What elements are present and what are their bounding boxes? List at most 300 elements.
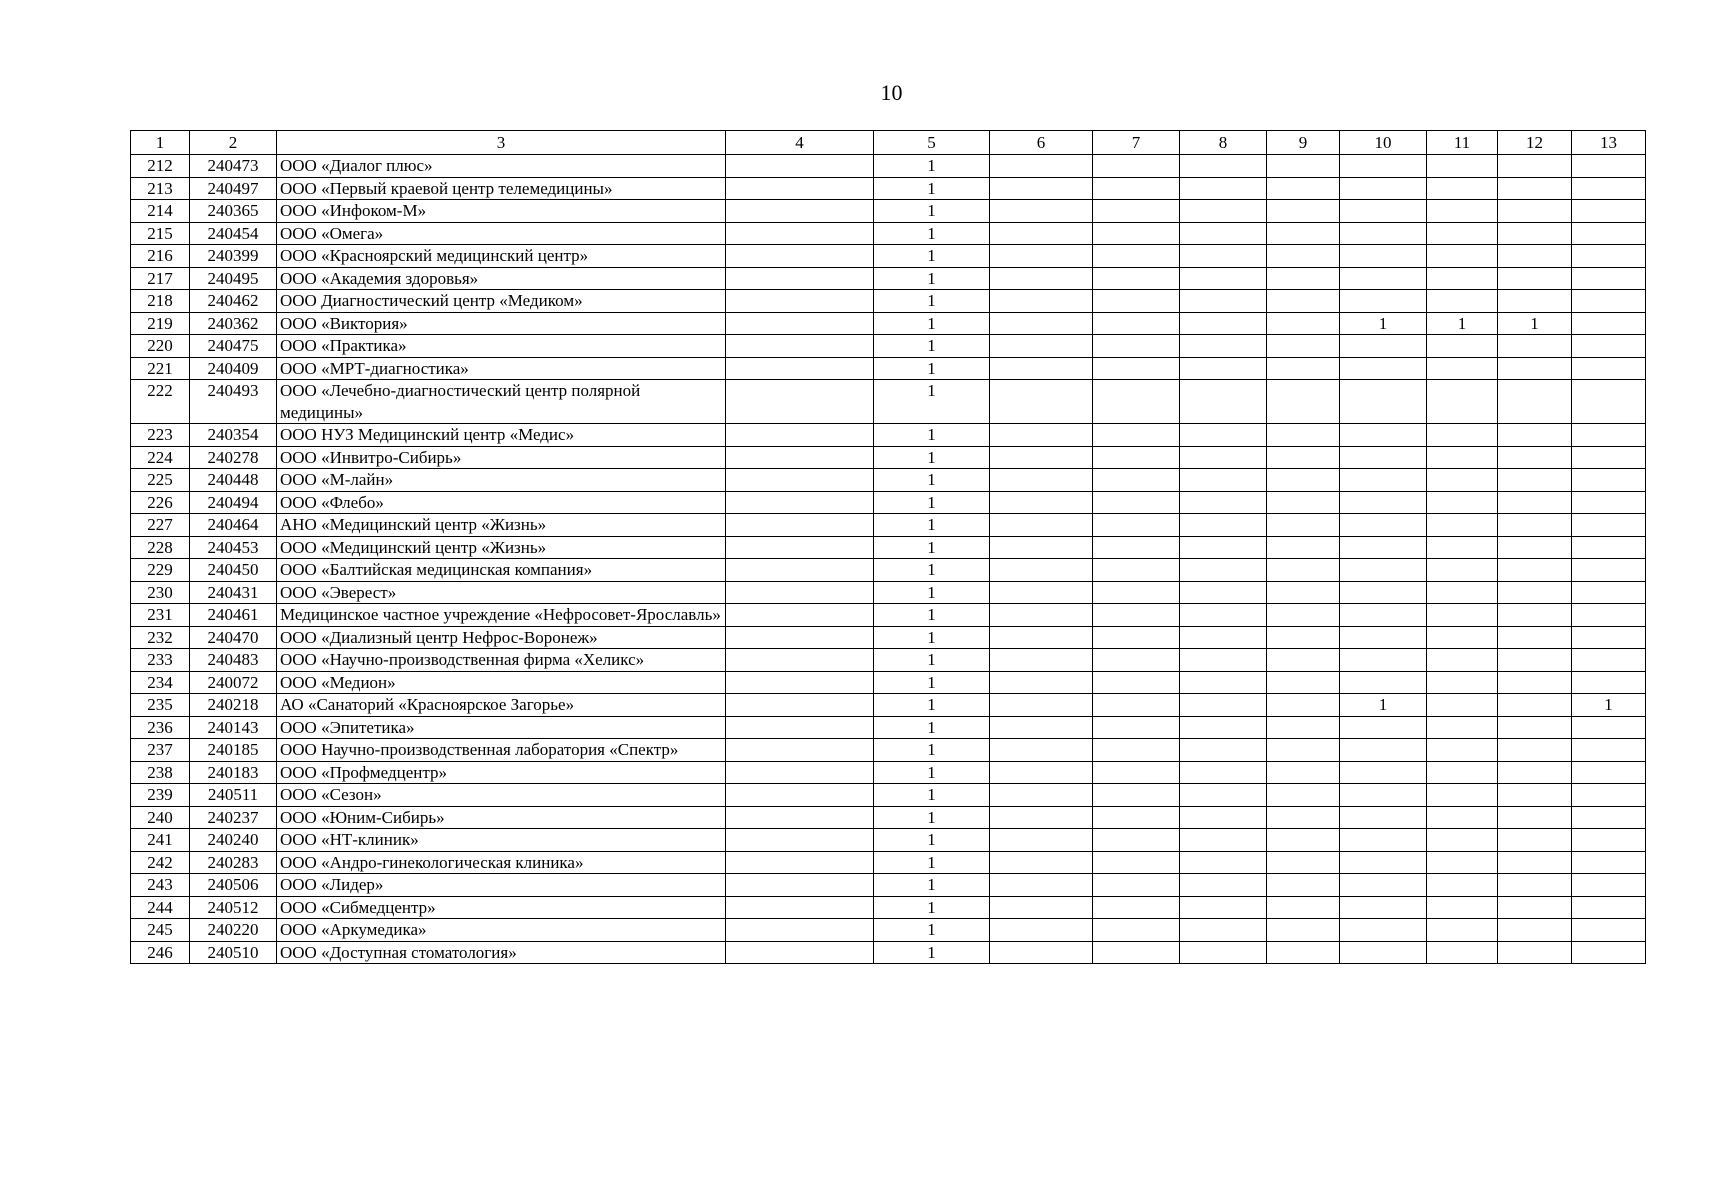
flag-cell: [1340, 424, 1427, 447]
table-row: [131, 536, 1646, 559]
flag-cell: [1267, 806, 1340, 829]
flag-cell: [726, 896, 874, 919]
flag-cell: [1267, 155, 1340, 178]
flag-cell: [1093, 222, 1180, 245]
flag-cell: [1267, 941, 1340, 964]
flag-cell: [1572, 739, 1646, 762]
column-header: 11: [1427, 131, 1498, 155]
organization-name-cell: ООО «Академия здоровья»: [277, 267, 726, 290]
flag-cell: [1093, 649, 1180, 672]
flag-cell: [1180, 604, 1267, 627]
registry-code-cell: 240450: [190, 559, 277, 582]
flag-cell: [1340, 896, 1427, 919]
row-number-cell: 245: [131, 919, 190, 942]
registry-code-cell: 240497: [190, 177, 277, 200]
flag-cell: [1427, 626, 1498, 649]
flag-cell: 1: [874, 357, 990, 380]
table-row: [131, 694, 1646, 717]
organization-name-cell: ООО «НТ-клиник»: [277, 829, 726, 852]
flag-cell: 1: [874, 267, 990, 290]
flag-cell: [1267, 739, 1340, 762]
row-number-cell: 242: [131, 851, 190, 874]
flag-cell: [990, 896, 1093, 919]
flag-cell: [1340, 604, 1427, 627]
organization-name-cell: ООО Диагностический центр «Медиком»: [277, 290, 726, 313]
flag-cell: [1340, 919, 1427, 942]
flag-cell: 1: [874, 739, 990, 762]
flag-cell: 1: [1427, 312, 1498, 335]
flag-cell: [1572, 784, 1646, 807]
flag-cell: [1180, 267, 1267, 290]
flag-cell: [1340, 357, 1427, 380]
table-row: [131, 649, 1646, 672]
flag-cell: 1: [874, 919, 990, 942]
flag-cell: [1572, 559, 1646, 582]
flag-cell: [1427, 671, 1498, 694]
flag-cell: [1340, 245, 1427, 268]
flag-cell: [1498, 290, 1572, 313]
column-header: 12: [1498, 131, 1572, 155]
flag-cell: [990, 739, 1093, 762]
registry-code-cell: 240218: [190, 694, 277, 717]
organization-name-cell: ООО «Виктория»: [277, 312, 726, 335]
flag-cell: [990, 469, 1093, 492]
table-row: [131, 941, 1646, 964]
registry-code-cell: 240072: [190, 671, 277, 694]
flag-cell: [1572, 874, 1646, 897]
flag-cell: [1267, 245, 1340, 268]
flag-cell: [990, 919, 1093, 942]
flag-cell: [1572, 806, 1646, 829]
row-number-cell: 228: [131, 536, 190, 559]
flag-cell: [1340, 626, 1427, 649]
flag-cell: [1267, 536, 1340, 559]
organization-name-cell: ООО «Практика»: [277, 335, 726, 358]
row-number-cell: 212: [131, 155, 190, 178]
flag-cell: [1267, 604, 1340, 627]
table-row: [131, 761, 1646, 784]
flag-cell: [1267, 177, 1340, 200]
flag-cell: [1498, 200, 1572, 223]
flag-cell: [1340, 559, 1427, 582]
flag-cell: [1180, 245, 1267, 268]
flag-cell: [1180, 761, 1267, 784]
column-header: 10: [1340, 131, 1427, 155]
organization-name-cell: ООО «Андро-гинекологическая клиника»: [277, 851, 726, 874]
flag-cell: [1180, 671, 1267, 694]
registry-code-cell: 240354: [190, 424, 277, 447]
flag-cell: [990, 559, 1093, 582]
flag-cell: [726, 806, 874, 829]
flag-cell: [1340, 380, 1427, 424]
flag-cell: [990, 694, 1093, 717]
flag-cell: [990, 290, 1093, 313]
table-row: [131, 626, 1646, 649]
flag-cell: [1267, 491, 1340, 514]
flag-cell: [1572, 222, 1646, 245]
flag-cell: [990, 604, 1093, 627]
registry-code-cell: 240185: [190, 739, 277, 762]
flag-cell: [1498, 694, 1572, 717]
flag-cell: 1: [874, 469, 990, 492]
table-row: [131, 155, 1646, 178]
flag-cell: [1427, 761, 1498, 784]
flag-cell: [1340, 649, 1427, 672]
registry-code-cell: 240495: [190, 267, 277, 290]
registry-code-cell: 240362: [190, 312, 277, 335]
row-number-cell: 216: [131, 245, 190, 268]
flag-cell: [1180, 177, 1267, 200]
flag-cell: [1180, 559, 1267, 582]
organization-name-cell: ООО «М-лайн»: [277, 469, 726, 492]
row-number-cell: 238: [131, 761, 190, 784]
registry-code-cell: 240409: [190, 357, 277, 380]
flag-cell: [1267, 896, 1340, 919]
row-number-cell: 218: [131, 290, 190, 313]
flag-cell: [1267, 200, 1340, 223]
flag-cell: [1427, 200, 1498, 223]
flag-cell: [726, 761, 874, 784]
registry-code-cell: 240483: [190, 649, 277, 672]
flag-cell: [1427, 581, 1498, 604]
flag-cell: 1: [874, 829, 990, 852]
flag-cell: [1572, 200, 1646, 223]
organization-name-cell: ООО «Научно-производственная фирма «Хеликс»: [277, 649, 726, 672]
flag-cell: [1180, 649, 1267, 672]
table-row: [131, 312, 1646, 335]
row-number-cell: 246: [131, 941, 190, 964]
organization-name-cell: ООО «Аркумедика»: [277, 919, 726, 942]
registry-code-cell: 240493: [190, 380, 277, 424]
flag-cell: [1093, 761, 1180, 784]
registry-code-cell: 240464: [190, 514, 277, 537]
row-number-cell: 220: [131, 335, 190, 358]
row-number-cell: 234: [131, 671, 190, 694]
flag-cell: [1180, 514, 1267, 537]
flag-cell: [1572, 761, 1646, 784]
row-number-cell: 231: [131, 604, 190, 627]
column-header: 13: [1572, 131, 1646, 155]
flag-cell: [726, 559, 874, 582]
flag-cell: [1572, 851, 1646, 874]
registry-code-cell: 240220: [190, 919, 277, 942]
flag-cell: [1180, 784, 1267, 807]
flag-cell: [1340, 200, 1427, 223]
flag-cell: 1: [874, 559, 990, 582]
flag-cell: [990, 491, 1093, 514]
row-number-cell: 223: [131, 424, 190, 447]
flag-cell: [1180, 874, 1267, 897]
flag-cell: [1093, 514, 1180, 537]
flag-cell: [1572, 177, 1646, 200]
flag-cell: [1093, 200, 1180, 223]
flag-cell: [1267, 649, 1340, 672]
flag-cell: [1427, 851, 1498, 874]
organization-name-cell: ООО «Профмедцентр»: [277, 761, 726, 784]
flag-cell: 1: [874, 290, 990, 313]
flag-cell: [1498, 177, 1572, 200]
flag-cell: 1: [874, 649, 990, 672]
flag-cell: [1427, 446, 1498, 469]
registry-code-cell: 240453: [190, 536, 277, 559]
flag-cell: [1427, 155, 1498, 178]
table-row: [131, 290, 1646, 313]
flag-cell: [726, 626, 874, 649]
table-row: [131, 200, 1646, 223]
flag-cell: [1572, 312, 1646, 335]
flag-cell: 1: [874, 806, 990, 829]
flag-cell: [1093, 941, 1180, 964]
registry-code-cell: 240510: [190, 941, 277, 964]
flag-cell: [1498, 739, 1572, 762]
flag-cell: [1267, 626, 1340, 649]
registry-code-cell: 240237: [190, 806, 277, 829]
flag-cell: [1267, 514, 1340, 537]
flag-cell: [990, 245, 1093, 268]
flag-cell: [1267, 357, 1340, 380]
flag-cell: [990, 267, 1093, 290]
flag-cell: [990, 716, 1093, 739]
flag-cell: [990, 784, 1093, 807]
flag-cell: [1180, 829, 1267, 852]
registry-code-cell: 240399: [190, 245, 277, 268]
flag-cell: [1267, 716, 1340, 739]
flag-cell: [1180, 335, 1267, 358]
flag-cell: [1340, 739, 1427, 762]
registry-code-cell: 240494: [190, 491, 277, 514]
table-row: [131, 829, 1646, 852]
flag-cell: [726, 267, 874, 290]
table-row: [131, 267, 1646, 290]
table-row: [131, 424, 1646, 447]
table-row: [131, 335, 1646, 358]
flag-cell: [1267, 424, 1340, 447]
flag-cell: [990, 649, 1093, 672]
registry-code-cell: 240461: [190, 604, 277, 627]
flag-cell: [1498, 446, 1572, 469]
flag-cell: [1498, 851, 1572, 874]
flag-cell: [990, 761, 1093, 784]
flag-cell: [1427, 874, 1498, 897]
flag-cell: [1093, 536, 1180, 559]
column-header: 2: [190, 131, 277, 155]
flag-cell: [1340, 267, 1427, 290]
table-row: [131, 559, 1646, 582]
flag-cell: [1427, 222, 1498, 245]
flag-cell: 1: [874, 491, 990, 514]
flag-cell: [1180, 290, 1267, 313]
flag-cell: 1: [1498, 312, 1572, 335]
flag-cell: [726, 514, 874, 537]
flag-cell: [726, 491, 874, 514]
flag-cell: 1: [874, 581, 990, 604]
flag-cell: [1498, 491, 1572, 514]
flag-cell: [1267, 335, 1340, 358]
flag-cell: [726, 874, 874, 897]
flag-cell: [990, 626, 1093, 649]
registry-code-cell: 240462: [190, 290, 277, 313]
flag-cell: [1267, 829, 1340, 852]
flag-cell: [1427, 335, 1498, 358]
flag-cell: [1093, 626, 1180, 649]
flag-cell: [1427, 245, 1498, 268]
flag-cell: [1572, 896, 1646, 919]
flag-cell: [1572, 536, 1646, 559]
flag-cell: 1: [874, 761, 990, 784]
registry-code-cell: 240283: [190, 851, 277, 874]
flag-cell: 1: [874, 536, 990, 559]
flag-cell: [1427, 739, 1498, 762]
flag-cell: [726, 694, 874, 717]
flag-cell: [726, 222, 874, 245]
flag-cell: [1093, 380, 1180, 424]
column-header: 5: [874, 131, 990, 155]
flag-cell: [1427, 716, 1498, 739]
flag-cell: [726, 784, 874, 807]
flag-cell: [1093, 919, 1180, 942]
table-row: [131, 514, 1646, 537]
table-row: [131, 446, 1646, 469]
flag-cell: [1572, 649, 1646, 672]
flag-cell: [1267, 694, 1340, 717]
organization-name-cell: ООО «Медион»: [277, 671, 726, 694]
flag-cell: [1498, 919, 1572, 942]
flag-cell: [1498, 335, 1572, 358]
registry-code-cell: 240431: [190, 581, 277, 604]
flag-cell: [990, 514, 1093, 537]
table-row: [131, 604, 1646, 627]
flag-cell: 1: [874, 335, 990, 358]
flag-cell: [1340, 514, 1427, 537]
flag-cell: [1093, 851, 1180, 874]
flag-cell: [1267, 446, 1340, 469]
flag-cell: [1427, 919, 1498, 942]
flag-cell: [1427, 380, 1498, 424]
flag-cell: [1427, 829, 1498, 852]
flag-cell: [1267, 784, 1340, 807]
row-number-cell: 226: [131, 491, 190, 514]
flag-cell: [1498, 671, 1572, 694]
registry-code-cell: 240506: [190, 874, 277, 897]
flag-cell: [990, 424, 1093, 447]
flag-cell: [1427, 896, 1498, 919]
flag-cell: [1180, 491, 1267, 514]
table-row: [131, 245, 1646, 268]
organization-name-cell: ООО «Диалог плюс»: [277, 155, 726, 178]
flag-cell: [1267, 919, 1340, 942]
flag-cell: [726, 469, 874, 492]
flag-cell: [1427, 536, 1498, 559]
flag-cell: [990, 312, 1093, 335]
organization-name-cell: ООО Научно-производственная лаборатория «Спектр»: [277, 739, 726, 762]
flag-cell: [1572, 267, 1646, 290]
flag-cell: [990, 581, 1093, 604]
flag-cell: [1093, 469, 1180, 492]
table-row: [131, 851, 1646, 874]
row-number-cell: 214: [131, 200, 190, 223]
flag-cell: [1093, 491, 1180, 514]
flag-cell: [1427, 177, 1498, 200]
flag-cell: [1427, 290, 1498, 313]
flag-cell: [1427, 559, 1498, 582]
flag-cell: 1: [874, 446, 990, 469]
flag-cell: [1180, 806, 1267, 829]
organization-name-cell: ООО «Юним-Сибирь»: [277, 806, 726, 829]
organization-name-cell: ООО «Диализный центр Нефрос-Воронеж»: [277, 626, 726, 649]
flag-cell: [1572, 245, 1646, 268]
row-number-cell: 225: [131, 469, 190, 492]
flag-cell: [1093, 312, 1180, 335]
flag-cell: [1572, 919, 1646, 942]
registry-table: [130, 130, 1646, 964]
flag-cell: [726, 424, 874, 447]
flag-cell: 1: [874, 896, 990, 919]
flag-cell: 1: [874, 784, 990, 807]
organization-name-cell: ООО «Медицинский центр «Жизнь»: [277, 536, 726, 559]
table-row: [131, 896, 1646, 919]
flag-cell: 1: [874, 155, 990, 178]
organization-name-cell: Медицинское частное учреждение «Нефросовет-Ярославль»: [277, 604, 726, 627]
row-number-cell: 240: [131, 806, 190, 829]
registry-code-cell: 240473: [190, 155, 277, 178]
flag-cell: [1340, 155, 1427, 178]
organization-name-cell: ООО «Лидер»: [277, 874, 726, 897]
flag-cell: 1: [874, 424, 990, 447]
column-number-row: [131, 131, 1646, 155]
flag-cell: [1093, 245, 1180, 268]
flag-cell: [1340, 829, 1427, 852]
flag-cell: [1427, 267, 1498, 290]
column-header: 8: [1180, 131, 1267, 155]
flag-cell: 1: [874, 245, 990, 268]
flag-cell: [1093, 829, 1180, 852]
flag-cell: [726, 581, 874, 604]
flag-cell: [1498, 222, 1572, 245]
flag-cell: [990, 874, 1093, 897]
column-header: 9: [1267, 131, 1340, 155]
flag-cell: 1: [874, 671, 990, 694]
flag-cell: [1093, 739, 1180, 762]
flag-cell: [1267, 380, 1340, 424]
flag-cell: [1340, 536, 1427, 559]
flag-cell: [1498, 245, 1572, 268]
registry-code-cell: 240278: [190, 446, 277, 469]
table-row: [131, 380, 1646, 424]
flag-cell: [1093, 559, 1180, 582]
flag-cell: 1: [1340, 694, 1427, 717]
flag-cell: [726, 919, 874, 942]
flag-cell: [990, 335, 1093, 358]
flag-cell: [1498, 357, 1572, 380]
flag-cell: [726, 649, 874, 672]
flag-cell: [1572, 335, 1646, 358]
flag-cell: [990, 806, 1093, 829]
row-number-cell: 232: [131, 626, 190, 649]
flag-cell: [1498, 896, 1572, 919]
flag-cell: [1340, 491, 1427, 514]
row-number-cell: 241: [131, 829, 190, 852]
flag-cell: [1267, 581, 1340, 604]
flag-cell: [1093, 604, 1180, 627]
flag-cell: [1427, 604, 1498, 627]
flag-cell: [1267, 290, 1340, 313]
flag-cell: [1427, 694, 1498, 717]
flag-cell: [1093, 446, 1180, 469]
flag-cell: [726, 155, 874, 178]
flag-cell: [990, 829, 1093, 852]
flag-cell: [1498, 604, 1572, 627]
organization-name-cell: ООО «Эпитетика»: [277, 716, 726, 739]
